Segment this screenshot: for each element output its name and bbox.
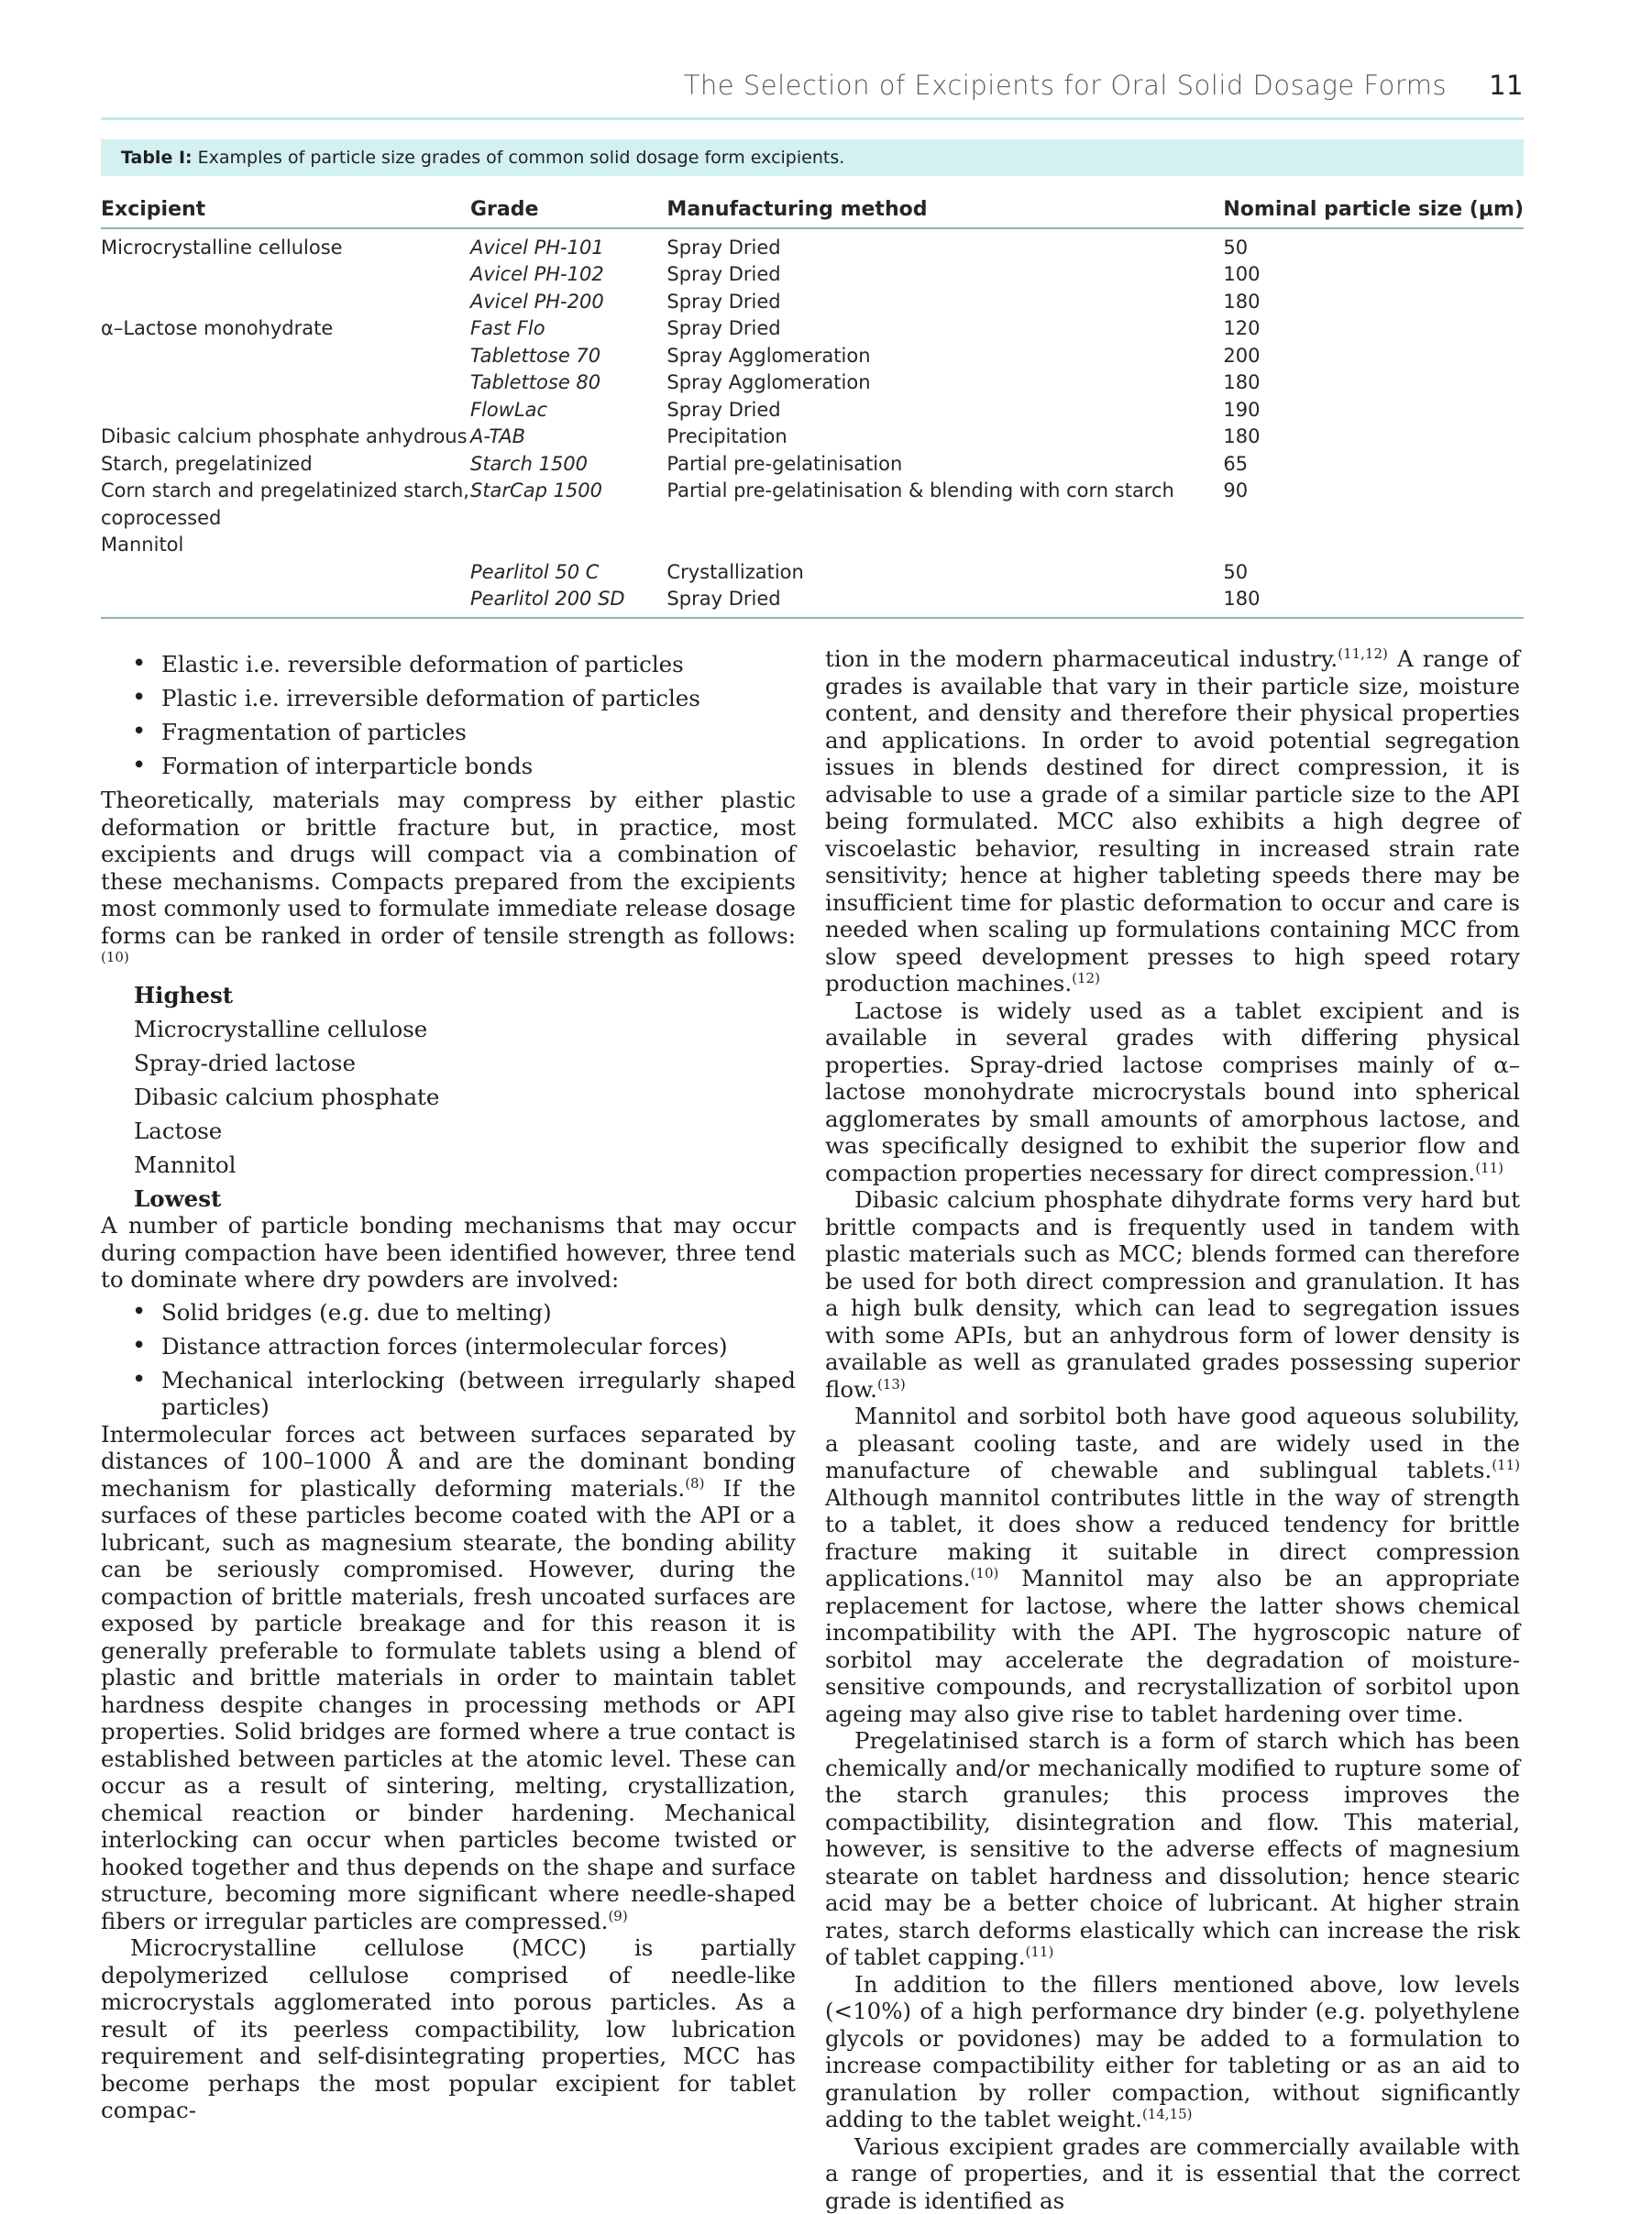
paragraph [825, 1727, 1520, 1971]
cell-manufacturing-method [666, 532, 1223, 559]
citation: (11) [1492, 1457, 1520, 1473]
cell-grade [470, 532, 666, 559]
ranking-item: Spray-dried lactose [134, 1050, 796, 1077]
cell-excipient: Starch, pregelatinized [101, 451, 470, 479]
excipient-table [101, 194, 1524, 619]
paragraph [825, 1186, 1520, 1403]
ranking-item: Lowest [134, 1185, 796, 1213]
list-item: • Elastic i.e. reversible deformation of particles [132, 651, 796, 678]
cell-manufacturing-method: Spray Dried [666, 397, 1223, 424]
table-row [101, 228, 1524, 262]
table-row [101, 478, 1524, 505]
cell-grade: Fast Flo [470, 315, 666, 343]
cell-excipient: Dibasic calcium phosphate anhydrous [101, 424, 470, 451]
paragraph-text: Lactose is widely used as a tablet excipient and is available in several grades with differing physical properties. Spray-dried lactose comprises mainly of α–lactose monohydrate microcrystals bound into spherical agglomerates by small amounts of amorphous lactose, and was specifically designed to exhibit the superior flow and compaction properties necessary for direct compression. [825, 997, 1520, 1186]
table-row [101, 289, 1524, 316]
cell-particle-size: 50 [1223, 559, 1524, 587]
cell-particle-size: 65 [1223, 451, 1524, 479]
cell-excipient [101, 343, 470, 370]
cell-particle-size: 180 [1223, 424, 1524, 451]
table-body [101, 228, 1524, 618]
paragraph-text: tion in the modern pharmaceutical industry. [825, 645, 1338, 672]
header-grade: Grade [470, 194, 666, 228]
paragraph [825, 1403, 1520, 1727]
table-row [101, 315, 1524, 343]
cell-particle-size: 120 [1223, 315, 1524, 343]
paragraph [101, 787, 796, 976]
cell-particle-size: 90 [1223, 478, 1524, 505]
paragraph-text: Mannitol may also be an appropriate replacement for lactose, where the latter shows chemical incompatibility with the API. The hygroscopic nature of sorbitol may accelerate the degradation of moisture-sensitive compounds, and recrystallization of sorbitol upon ageing may also give rise to tablet hardening over time. [825, 1565, 1520, 1727]
citation: (14,15) [1142, 2106, 1193, 2122]
cell-manufacturing-method: Spray Dried [666, 315, 1223, 343]
table-row [101, 343, 1524, 370]
cell-excipient [101, 586, 470, 618]
table-row [101, 261, 1524, 289]
page-number: 11 [1489, 70, 1524, 101]
ranking-item: Lactose [134, 1118, 796, 1145]
citation: (10) [971, 1565, 999, 1581]
cell-grade [470, 505, 666, 533]
cell-particle-size: 180 [1223, 289, 1524, 316]
cell-grade: A-TAB [470, 424, 666, 451]
table-row [101, 369, 1524, 397]
running-head [101, 70, 1524, 101]
cell-manufacturing-method: Spray Dried [666, 586, 1223, 618]
ranking-item: Mannitol [134, 1151, 796, 1179]
cell-particle-size: 180 [1223, 369, 1524, 397]
cell-manufacturing-method: Spray Agglomeration [666, 369, 1223, 397]
header-rule [101, 117, 1524, 120]
cell-excipient: α–Lactose monohydrate [101, 315, 470, 343]
citation: (8) [685, 1475, 704, 1492]
cell-excipient [101, 261, 470, 289]
table-row [101, 397, 1524, 424]
table-caption-text: Examples of particle size grades of common solid dosage form excipients. [198, 148, 845, 168]
cell-manufacturing-method [666, 505, 1223, 533]
deformation-list [101, 651, 796, 780]
list-item: • Formation of interparticle bonds [132, 753, 796, 780]
table-row [101, 532, 1524, 559]
citation: (9) [608, 1908, 627, 1924]
cell-excipient: coprocessed [101, 505, 470, 533]
table-row [101, 451, 1524, 479]
tensile-ranking [101, 982, 796, 1213]
cell-grade: Avicel PH-101 [470, 228, 666, 262]
cell-manufacturing-method: Spray Dried [666, 261, 1223, 289]
cell-particle-size [1223, 532, 1524, 559]
cell-grade: StarCap 1500 [470, 478, 666, 505]
citation: (11,12) [1338, 645, 1388, 662]
cell-manufacturing-method: Precipitation [666, 424, 1223, 451]
cell-excipient: Corn starch and pregelatinized starch, [101, 478, 470, 505]
citation: (11) [1475, 1160, 1503, 1176]
list-item: • Solid bridges (e.g. due to melting) [132, 1299, 796, 1327]
cell-excipient [101, 559, 470, 587]
cell-particle-size [1223, 505, 1524, 533]
cell-grade: Tablettose 70 [470, 343, 666, 370]
cell-manufacturing-method: Partial pre-gelatinisation [666, 451, 1223, 479]
cell-manufacturing-method: Crystallization [666, 559, 1223, 587]
paragraph-text: Mannitol and sorbitol both have good aqueous solubility, a pleasant cooling taste, and are widely used in the manufacture of chewable and sublingual tablets. [825, 1403, 1520, 1483]
cell-manufacturing-method: Spray Dried [666, 289, 1223, 316]
citation: (13) [877, 1376, 906, 1393]
right-column [825, 645, 1520, 2214]
paragraph [825, 645, 1520, 997]
paragraph-text: Intermolecular forces act between surfaces separated by distances of 100–1000 Å and are the dominant bonding mechanism for plastically deforming materials. [101, 1421, 796, 1502]
header-manufacturing-method: Manufacturing method [666, 194, 1223, 228]
header-particle-size: Nominal particle size (μm) [1223, 194, 1524, 228]
paragraph [825, 997, 1520, 1187]
cell-manufacturing-method: Spray Agglomeration [666, 343, 1223, 370]
paragraph: Microcrystalline cellulose (MCC) is partially depolymerized cellulose comprised of needle-like microcrystals agglomerated into porous particles. As a result of its peerless compactibility, low lubrication requirement and self-disintegrating properties, MCC has become perhaps the most popular excipient for tablet compac- [101, 1934, 796, 2124]
cell-excipient: Microcrystalline cellulose [101, 228, 470, 262]
header-excipient: Excipient [101, 194, 470, 228]
cell-grade: FlowLac [470, 397, 666, 424]
paragraph [101, 1421, 796, 1935]
table-row [101, 586, 1524, 618]
list-item: • Distance attraction forces (intermolecular forces) [132, 1333, 796, 1360]
citation: (12) [1072, 970, 1100, 986]
list-item: • Plastic i.e. irreversible deformation of particles [132, 685, 796, 712]
paragraph-text: Dibasic calcium phosphate dihydrate forms very hard but brittle compacts and is frequently used in tandem with plastic materials such as MCC; blends formed can therefore be used for both direct compression and granulation. It has a high bulk density, which can lead to segregation issues with some APIs, but an anhydrous form of lower density is available as well as granulated grades possessing superior flow. [825, 1186, 1520, 1403]
cell-excipient: Mannitol [101, 532, 470, 559]
ranking-item: Microcrystalline cellulose [134, 1016, 796, 1043]
cell-particle-size: 50 [1223, 228, 1524, 262]
cell-grade: Avicel PH-102 [470, 261, 666, 289]
ranking-item: Highest [134, 982, 796, 1009]
table-row [101, 559, 1524, 587]
cell-grade: Avicel PH-200 [470, 289, 666, 316]
paragraph-text: Although mannitol contributes little in the way of strength to a tablet, it does show a reduced tendency for brittle fracture making it suitable in direct compression applications. [825, 1484, 1520, 1592]
bonding-mechanism-list [101, 1299, 796, 1421]
table-row [101, 424, 1524, 451]
list-item: • Fragmentation of particles [132, 719, 796, 746]
paragraph-text: Theoretically, materials may compress by either plastic deformation or brittle fracture but, in practice, most excipients and drugs will compact via a combination of these mechanisms. Compacts prepared from the excipients most commonly used to formulate immediate release dosage forms can be ranked in order of tensile strength as follows: [101, 787, 796, 949]
cell-particle-size: 190 [1223, 397, 1524, 424]
cell-particle-size: 180 [1223, 586, 1524, 618]
cell-particle-size: 100 [1223, 261, 1524, 289]
table-header-row [101, 194, 1524, 228]
cell-grade: Tablettose 80 [470, 369, 666, 397]
cell-manufacturing-method: Partial pre-gelatinisation & blending with corn starch [666, 478, 1223, 505]
cell-particle-size: 200 [1223, 343, 1524, 370]
paragraph [825, 1971, 1520, 2133]
paragraph-text: If the surfaces of these particles become coated with the API or a lubricant, such as magnesium stearate, the bonding ability can be seriously compromised. However, during the compaction of brittle materials, fresh uncoated surfaces are exposed by particle breakage and for this reason it is generally preferable to formulate tablets using a blend of plastic and brittle materials in order to maintain tablet hardness despite changes in processing methods or API properties. Solid bridges are formed where a true contact is established between particles at the atomic level. These can occur as a result of sintering, melting, crystallization, chemical reaction or binder hardening. Mechanical interlocking can occur when particles become twisted or hooked together and thus depends on the shape and surface structure, becoming more significant where needle-shaped fibers or irregular particles are compressed. [101, 1475, 796, 1934]
paragraph-text: In addition to the fillers mentioned above, low levels (<10%) of a high performance dry binder (e.g. polyethylene glycols or povidones) may be added to a formulation to increase compactibility either for tableting or as an aid to granulation by roller compaction, without significantly adding to the tablet weight. [825, 1971, 1520, 2133]
paragraph: A number of particle bonding mechanisms that may occur during compaction have been identified however, three tend to dominate where dry powders are involved: [101, 1212, 796, 1294]
ranking-item: Dibasic calcium phosphate [134, 1084, 796, 1111]
cell-grade: Starch 1500 [470, 451, 666, 479]
paragraph-text: Pregelatinised starch is a form of starch which has been chemically and/or mechanically modified to rupture some of the starch granules; this process improves the compactibility, disintegration and flow. This material, however, is sensitive to the adverse effects of magnesium stearate on tablet hardness and dissolution; hence stearic acid may be a better choice of lubricant. At higher strain rates, starch deforms elastically which can increase the risk of tablet capping. [825, 1727, 1520, 1970]
cell-manufacturing-method: Spray Dried [666, 228, 1223, 262]
list-item: • Mechanical interlocking (between irregularly shaped particles) [132, 1367, 796, 1421]
cell-excipient [101, 369, 470, 397]
left-column [101, 645, 796, 2124]
running-head-title: The Selection of Excipients for Oral Solid Dosage Forms [684, 70, 1447, 101]
citation: (11) [1026, 1944, 1054, 1960]
table-caption-label: Table I: [121, 148, 193, 168]
paragraph: Various excipient grades are commercially available with a range of properties, and it is essential that the correct grade is identified as [825, 2133, 1520, 2214]
cell-grade: Pearlitol 50 C [470, 559, 666, 587]
cell-excipient [101, 397, 470, 424]
table-row [101, 505, 1524, 533]
cell-excipient [101, 289, 470, 316]
paragraph-text: A range of grades is available that vary in their particle size, moisture content, and density and therefore their physical properties and applications. In order to avoid potential segregation issues in blends destined for direct compression, it is advisable to use a grade of a similar particle size to the API being formulated. MCC also exhibits a high degree of viscoelastic behavior, resulting in increased strain rate sensitivity; hence at higher tableting speeds there may be insufficient time for plastic deformation to occur and care is needed when scaling up formulations containing MCC from slow speed development presses to high speed rotary production machines. [825, 645, 1520, 997]
citation: (10) [101, 949, 129, 965]
table-caption [101, 139, 1524, 176]
cell-grade: Pearlitol 200 SD [470, 586, 666, 618]
